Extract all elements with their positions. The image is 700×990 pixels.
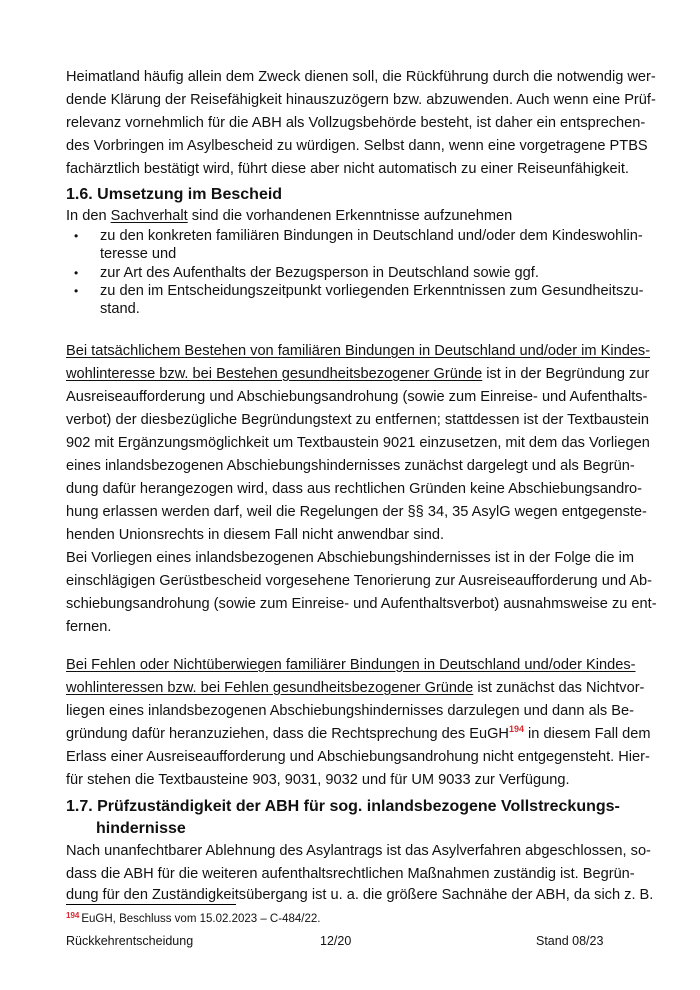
section-heading-1-6: 1.6. Umsetzung im Bescheid [66, 186, 283, 203]
p3-line: für stehen die Textbausteine 903, 9031, 9032 und für UM 9033 zur Verfügung. [66, 772, 570, 788]
s17-line: dung für den Zuständigkeitsübergang ist u. a. die größere Sachnähe der ABH, da sich z. B. [66, 887, 654, 903]
bullet-item-cont: stand. [100, 301, 140, 317]
footnote-reference[interactable]: 194 [508, 724, 524, 734]
p1-line: Ausreiseaufforderung und Abschiebungsandrohung (sowie zum Einreise- und Aufenthalts- [66, 389, 648, 405]
p2-line: schiebungsandrohung (sowie zum Einreise- und Aufenthaltsverbot) ausnahmsweise zu ent- [66, 596, 657, 612]
page-number: 12/20 [320, 934, 352, 948]
p3-text: gründung dafür heranzuziehen, dass die Rechtsprechung des EuGH [66, 726, 509, 742]
footnote-number: 194 [66, 911, 80, 920]
footnote [66, 911, 320, 925]
p1-rest: ist in der Begründung zur [482, 366, 650, 382]
bullet-icon: • [74, 266, 79, 280]
bullet-item: zur Art des Aufenthalts der Bezugsperson in Deutschland sowie ggf. [100, 265, 539, 281]
bullet-icon: • [74, 229, 79, 243]
s17-line: Nach unanfechtbarer Ablehnung des Asylantrags ist das Asylverfahren abgeschlossen, so- [66, 843, 651, 859]
p3-text: in diesem Fall dem [524, 726, 651, 742]
intro-line: Heimatland häufig allein dem Zweck dienen soll, die Rückführung durch die notwendig wer- [66, 69, 656, 85]
bullet-icon: • [74, 284, 79, 298]
intro-line: dende Klärung der Reisefähigkeit hinauszuzögern bzw. abzuwenden. Auch wenn eine Prüf- [66, 92, 656, 108]
bullet-item: zu den im Entscheidungszeitpunkt vorliegenden Erkenntnissen zum Gesundheitszu- [100, 283, 644, 299]
p1-underlined: wohlinteresse bzw. bei Bestehen gesundheitsbezogener Gründe [66, 366, 483, 382]
p1-line: Bei tatsächlichem Bestehen von familiären Bindungen in Deutschland und/oder im Kindes- [66, 343, 651, 359]
p3-line: Bei Fehlen oder Nichtüberwiegen familiärer Bindungen in Deutschland und/oder Kindes- [66, 657, 636, 673]
section-heading-1-7-cont: hindernisse [96, 820, 186, 837]
section-heading-1-7: 1.7. Prüfzuständigkeit der ABH für sog. inlandsbezogene Vollstreckungs- [66, 798, 620, 815]
p2-line: einschlägigen Gerüstbescheid vorgesehene Tenorierung zur Ausreiseaufforderung und Ab- [66, 573, 653, 589]
intro-line: fachärztlich bestätigt wird, führt diese aber nicht automatisch zu einer Reiseunfähigkeit. [66, 161, 629, 177]
p3-rest: ist zunächst das Nichtvor- [473, 680, 645, 696]
footer-left: Rückkehrentscheidung [66, 934, 194, 948]
p1-line: dung dafür herangezogen wird, dass aus rechtlichen Gründen keine Abschiebungsandro- [66, 481, 643, 497]
footer-right: Stand 08/23 [536, 934, 604, 948]
lead-suffix: sind die vorhandenen Erkenntnisse aufzunehmen [187, 208, 513, 224]
p1-line: henden Unionsrechts in diesem Fall nicht anwendbar sind. [66, 527, 445, 543]
lead-prefix: In den [66, 208, 111, 224]
p2-line: Bei Vorliegen eines inlandsbezogenen Abschiebungshindernisses ist in der Folge die im [66, 550, 634, 566]
s17-line: dass die ABH für die weiteren aufenthaltsrechtlichen Maßnahmen zuständig ist. Begrün- [66, 866, 635, 882]
intro-line: relevanz vornehmlich für die ABH als Vollzugsbehörde besteht, ist daher ein entsprechen- [66, 115, 646, 131]
p2-line: fernen. [66, 619, 112, 635]
p1-line: eines inlandsbezogenen Abschiebungshindernisses zunächst dargelegt und als Begrün- [66, 458, 635, 474]
p1-line: hung erlassen werden darf, weil die Regelungen der §§ 34, 35 AsylG wegen entgegenste- [66, 504, 647, 520]
p1-line [66, 365, 650, 383]
p1-line: verbot) der diesbezügliche Begründungstext zu entfernen; stattdessen ist der Textbaustein [66, 412, 650, 428]
p3-underlined: wohlinteressen bzw. bei Fehlen gesundheitsbezogener Gründe [66, 680, 474, 696]
footnote-text: EuGH, Beschluss vom 15.02.2023 – C-484/22. [81, 913, 321, 925]
p3-line [66, 679, 645, 697]
bullet-item: zu den konkreten familiären Bindungen in Deutschland und/oder dem Kindeswohlin- [100, 228, 643, 244]
p1-line: 902 mit Ergänzungsmöglichkeit um Textbaustein 9021 einzusetzen, mit dem das Vorliegen [66, 435, 650, 451]
footnote-divider [66, 904, 236, 905]
intro-line: des Vorbringen im Asylbescheid zu würdigen. Selbst dann, wenn eine vorgetragene PTBS [66, 138, 648, 154]
p3-line: Erlass einer Ausreiseaufforderung und Abschiebungsandrohung nicht entgegensteht. Hier- [66, 749, 650, 765]
p3-line: liegen eines inlandsbezogenen Abschiebungshindernisses darzulegen und dann als Be- [66, 703, 634, 719]
lead-underlined: Sachverhalt [110, 208, 188, 224]
section-lead [66, 207, 512, 225]
bullet-item-cont: teresse und [100, 246, 177, 262]
p3-line [66, 724, 651, 743]
